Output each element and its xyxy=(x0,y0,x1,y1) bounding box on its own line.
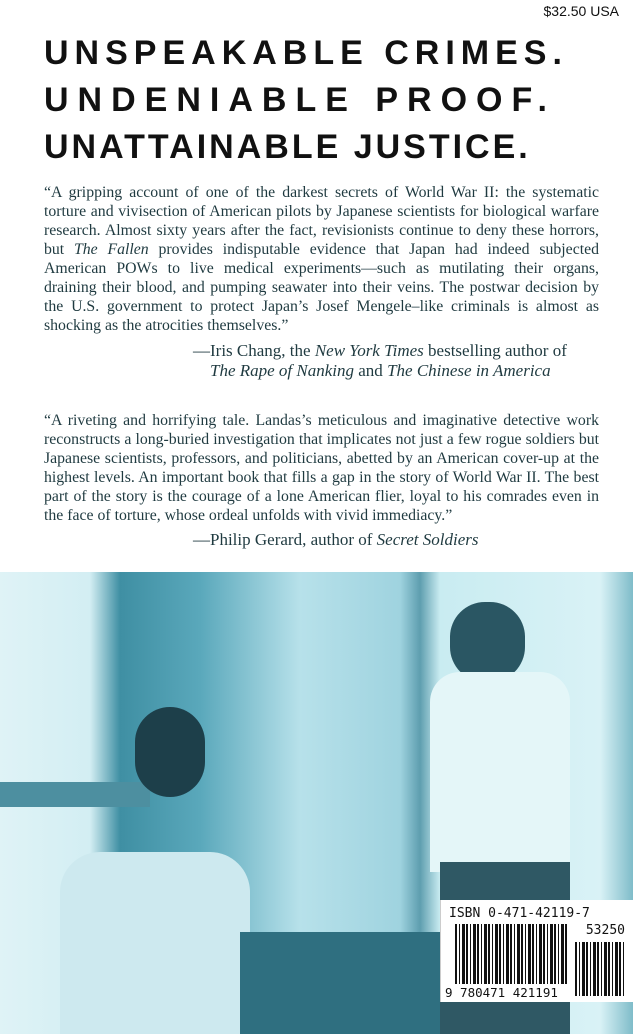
isbn-barcode xyxy=(440,900,633,1002)
attribution-iris-chang: —Iris Chang, the New York Times bestselling author of xyxy=(193,341,567,360)
quote-iris-chang: “A gripping account of one of the darkest secrets of World War II: the systematic torture and vivisection of American pilots by Japanese scientists for biological warfare research. Almost sixty years after the fact, revisionists continue to deny these horrors, but The Fallen provides indisputable evidence that Japan had indeed subjected American POWs to live medical experiments—such as mutilating their organs, draining their blood, and pumping seawater into their veins. The postwar decision by the U.S. government to protect Japan’s Josef Mengele–like criminals is almost as shocking as the atrocities themselves.” xyxy=(44,184,599,334)
quote-philip-gerard: “A riveting and horrifying tale. Landas’s meticulous and imaginative detective work reconstructs a long-buried investigation that implicates not just a few rogue soldiers but Japanese scientists, professors, and politicians, abetted by an American cover-up at the highest levels. An important book that fills a gap in the story of World War II. The best part of the story is the courage of a lone American flier, loyal to his comrades even in the face of torture, whose ordeal unfolds with vivid immediacy.” xyxy=(44,412,599,524)
headline-1: UNSPEAKABLE CRIMES. xyxy=(44,34,568,72)
headline-3: UNATTAINABLE JUSTICE. xyxy=(44,128,531,166)
attribution-books: The Rape of Nanking and The Chinese in America xyxy=(210,361,551,380)
price-code: 53250 xyxy=(585,923,625,938)
attribution-philip-gerard: —Philip Gerard, author of Secret Soldiers xyxy=(193,530,479,549)
price-barcode-bars xyxy=(575,942,625,996)
headline-2: UNDENIABLE PROOF. xyxy=(44,81,556,119)
ean-text: 9 780471 421191 xyxy=(445,985,558,1000)
price-label: $32.50 USA xyxy=(543,3,619,19)
cover-photo xyxy=(0,572,633,1034)
barcode-bars xyxy=(455,924,567,984)
isbn-text: ISBN 0-471-42119-7 xyxy=(449,906,590,921)
